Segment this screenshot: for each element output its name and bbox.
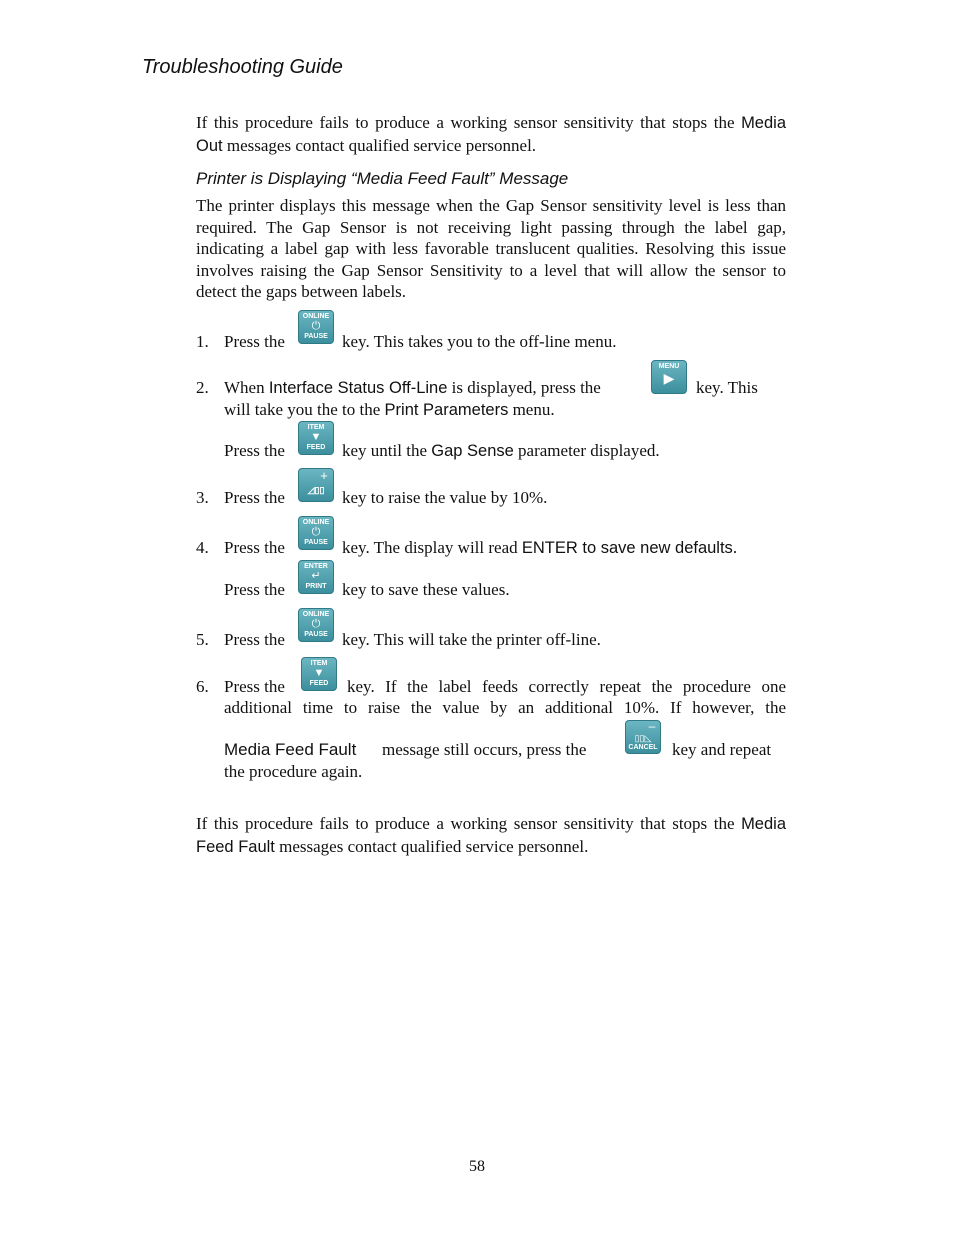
step-2b-post: key until the Gap Sense parameter displayed. [342, 441, 660, 460]
section-body: The printer displays this message when the Gap Sensor sensitivity level is less than required. The Gap Sensor is not receiving light passing through the label gap, indicating a label gap with less favorable translucent qualities. Resolving this issue involves raising the Gap Sensor Sensitivity to a level that will allow the sensor to detect the gaps between labels. [196, 196, 786, 301]
item-feed-key-icon: ITEM ▼ FEED [298, 421, 334, 455]
online-pause-key-icon: ONLINE ⏻ PAUSE [298, 608, 334, 642]
media-out-term: Media Out [196, 114, 787, 155]
page-header: Troubleshooting Guide [142, 56, 343, 78]
cancel-key-icon: – ▯▯◺ CANCEL [625, 720, 661, 754]
step-6-term: Media Feed Fault [224, 740, 357, 759]
step-6-line-1: key. If the label feeds correctly repeat the procedure one [347, 677, 786, 696]
step-6-pre: Press the [224, 677, 285, 696]
step-1-post: key. This takes you to the off-line menu. [342, 332, 617, 351]
step-6-number: 6. [196, 677, 209, 696]
step-3-number: 3. [196, 488, 209, 507]
step-6-line-2: additional time to raise the value by an additional 10%. If however, the [224, 698, 786, 717]
step-1-pre: Press the [224, 332, 285, 351]
step-2-number: 2. [196, 378, 209, 397]
online-pause-key-icon: ONLINE ⏻ PAUSE [298, 516, 334, 550]
intro-paragraph: If this procedure fails to produce a working sensor sensitivity that stops the Media Out messages contact qualified service personnel. [196, 113, 787, 155]
step-2-line-2: will take you the to the Print Parameters menu. [224, 400, 555, 419]
step-6-line-4: the procedure again. [224, 762, 363, 781]
step-4-post: key. The display will read ENTER to save new defaults. [342, 538, 738, 557]
online-pause-key-icon: ONLINE ⏻ PAUSE [298, 310, 334, 344]
menu-key-icon: MENU ▶ [651, 360, 687, 394]
step-1-number: 1. [196, 332, 209, 351]
step-6-line-3: message still occurs, press the [382, 740, 587, 759]
step-4b-post: key to save these values. [342, 580, 510, 599]
step-4-pre: Press the [224, 538, 285, 557]
step-6-line-3-end: key and repeat [672, 740, 772, 759]
step-2b-pre: Press the [224, 441, 285, 460]
outro-paragraph: If this procedure fails to produce a working sensor sensitivity that stops the Media Feed Fault messages contact qualified service personnel. [196, 814, 787, 856]
page-number: 58 [469, 1158, 485, 1175]
plus-key-icon: + ◿▯▯ [298, 468, 334, 502]
section-heading: Printer is Displaying “Media Feed Fault” Message [196, 169, 569, 188]
media-feed-fault-term: Media Feed Fault [196, 815, 787, 856]
step-5-number: 5. [196, 630, 209, 649]
step-4-number: 4. [196, 538, 209, 557]
step-3-post: key to raise the value by 10%. [342, 488, 548, 507]
item-feed-key-icon: ITEM ▼ FEED [301, 657, 337, 691]
step-2-line-1: When Interface Status Off-Line is displayed, press the [224, 378, 601, 397]
step-5-pre: Press the [224, 630, 285, 649]
step-4b-pre: Press the [224, 580, 285, 599]
step-5-post: key. This will take the printer off-line. [342, 630, 601, 649]
step-3-pre: Press the [224, 488, 285, 507]
step-2-key-this: key. This [696, 378, 758, 397]
enter-print-key-icon: ENTER ↵ PRINT [298, 560, 334, 594]
